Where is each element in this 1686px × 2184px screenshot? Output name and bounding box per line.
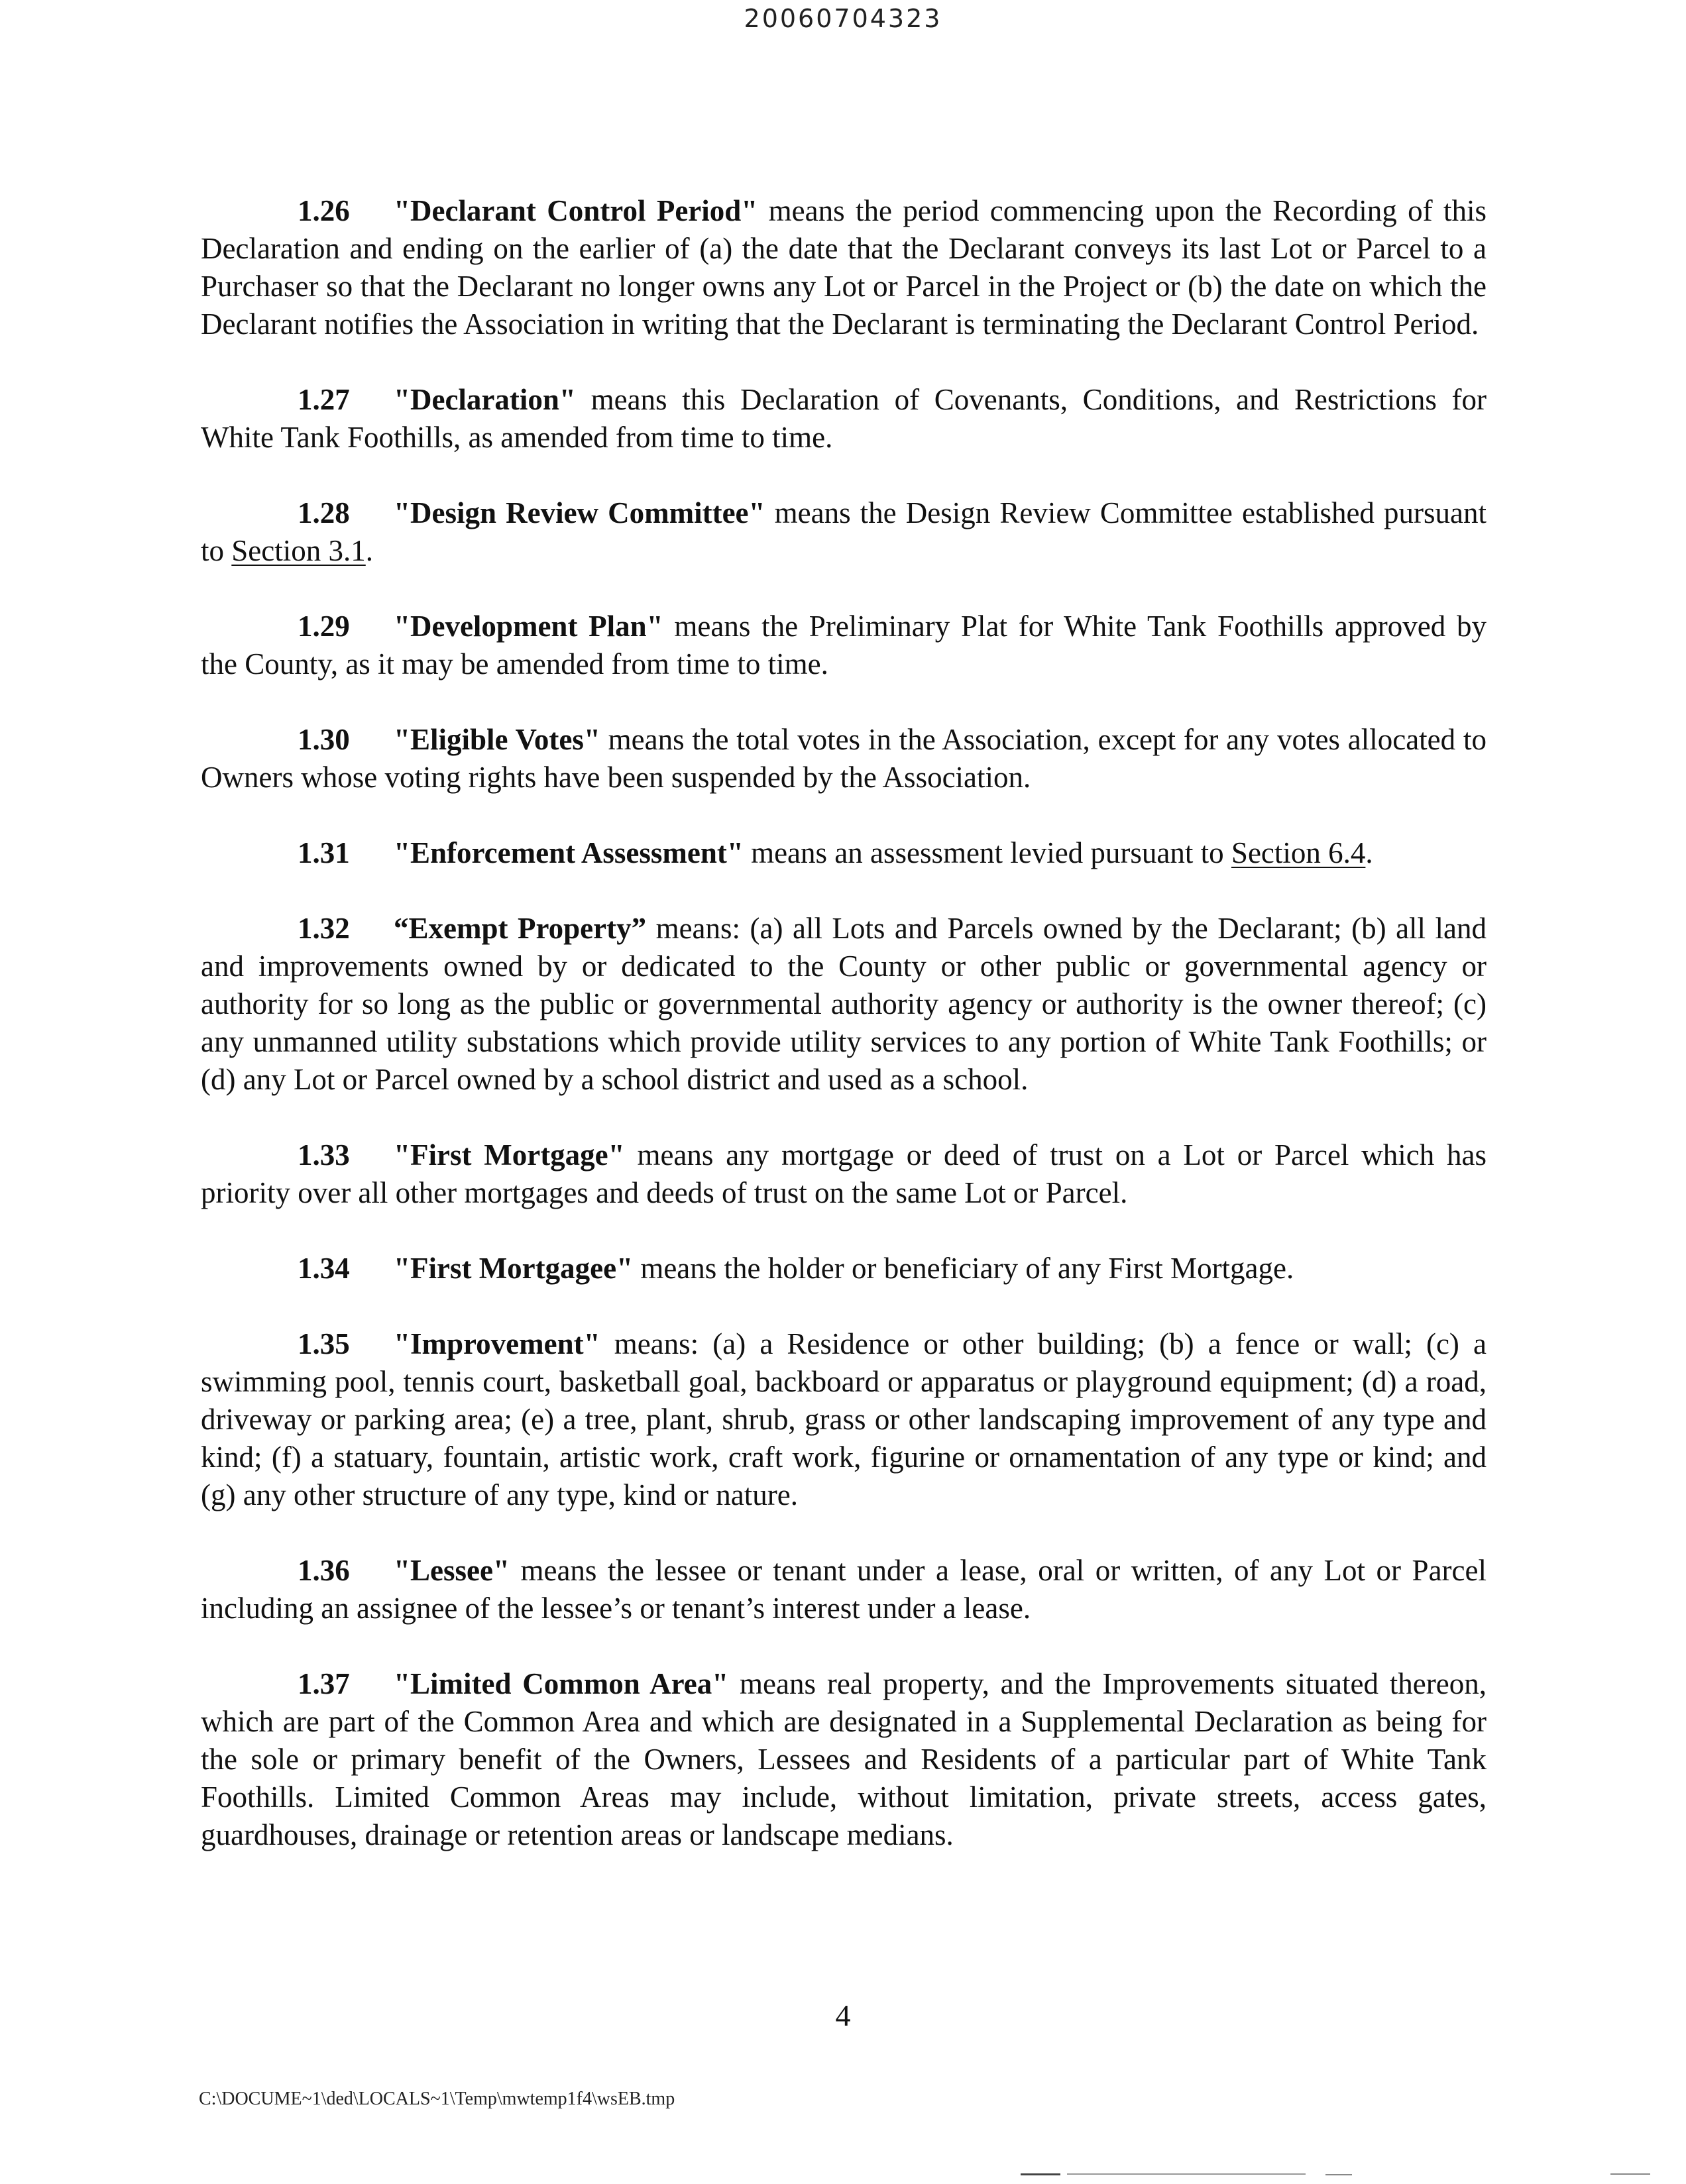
definition-text: means any mortgage or deed of trust on a Lot or Parcel which has priority over all other mortgages and deeds of trust on the same Lot or Parcel. bbox=[201, 1138, 1487, 1209]
scan-mark bbox=[1325, 2174, 1352, 2175]
footer-file-path: C:\DOCUME~1\ded\LOCALS~1\Temp\mwtemp1f4\wsEB.tmp bbox=[199, 2089, 675, 2109]
defined-term: "Limited Common Area" bbox=[394, 1667, 729, 1700]
section-number: 1.26 bbox=[298, 194, 350, 227]
scan-mark bbox=[1610, 2173, 1650, 2175]
section-number: 1.29 bbox=[298, 610, 350, 643]
definition-text: means an assessment levied pursuant to bbox=[743, 836, 1231, 869]
section-reference: Section 3.1 bbox=[231, 534, 366, 567]
section-number: 1.31 bbox=[298, 836, 350, 869]
defined-term: “Exempt Property” bbox=[394, 912, 647, 945]
recording-number: 20060704323 bbox=[744, 4, 942, 33]
defined-term: "Enforcement Assessment" bbox=[394, 836, 744, 869]
section-number: 1.28 bbox=[298, 496, 350, 529]
defined-term: "First Mortgage" bbox=[394, 1138, 625, 1172]
definition-text: means this Declaration of Covenants, Conditions, and Restrictions for White Tank Foothills, as amended from time to time. bbox=[201, 383, 1487, 454]
definition-text: means the period commencing upon the Recording of this Declaration and ending on the earlier of (a) the date that the Declarant conveys its last Lot or Parcel to a Purchaser so that the Declarant no longer owns any Lot or Parcel in the Project or (b) the date on which the Declarant notifies the Association in writing that the Declarant is terminating the Declarant Control Period. bbox=[201, 194, 1487, 341]
defined-term: "Eligible Votes" bbox=[394, 723, 600, 756]
definition-text: means the Preliminary Plat for White Tank Foothills approved by the County, as it may be amended from time to time. bbox=[201, 610, 1487, 681]
definition-text: means real property, and the Improvements situated thereon, which are part of the Common Area and which are designated in a Supplemental Declaration as being for the sole or primary benefit of the Owners, Lessees and Residents of a particular part of White Tank Foothills. Limited Common Areas may include, without limitation, private streets, access gates, guardhouses, drainage or retention areas or landscape medians. bbox=[201, 1667, 1487, 1851]
definition-text-end: . bbox=[1365, 836, 1373, 869]
defined-term: "Development Plan" bbox=[394, 610, 663, 643]
defined-term: "Improvement" bbox=[394, 1327, 600, 1360]
defined-term: "Design Review Committee" bbox=[394, 496, 765, 529]
section-number: 1.30 bbox=[298, 723, 350, 756]
defined-term: "Lessee" bbox=[394, 1554, 510, 1587]
definition-text: means the total votes in the Association, except for any votes allocated to Owners whose voting rights have been suspended by the Association. bbox=[201, 723, 1487, 794]
definition-text: means the holder or beneficiary of any First Mortgage. bbox=[633, 1252, 1294, 1285]
page-number: 4 bbox=[835, 1998, 851, 2032]
section-number: 1.32 bbox=[298, 912, 350, 945]
section-number: 1.33 bbox=[298, 1138, 350, 1172]
scan-mark bbox=[1021, 2173, 1060, 2175]
definition-text: means the lessee or tenant under a lease, oral or written, of any Lot or Parcel including an assignee of the lessee’s or tenant’s interest under a lease. bbox=[201, 1554, 1487, 1625]
definition-text: means: (a) all Lots and Parcels owned by the Declarant; (b) all land and improvements owned by or dedicated to the County or other public or governmental agency or authority for so long as the public or governmental authority agency or authority is the owner thereof; (c) any unmanned utility substations which provide utility services to any portion of White Tank Foothills; or (d) any Lot or Parcel owned by a school district and used as a school. bbox=[201, 912, 1487, 1096]
section-number: 1.35 bbox=[298, 1327, 350, 1360]
defined-term: "Declaration" bbox=[394, 383, 576, 416]
defined-term: "First Mortgagee" bbox=[394, 1252, 634, 1285]
section-number: 1.27 bbox=[298, 383, 350, 416]
definition-text: means the Design Review Committee established pursuant to bbox=[201, 496, 1487, 567]
scan-mark bbox=[1067, 2173, 1306, 2175]
defined-term: "Declarant Control Period" bbox=[394, 194, 758, 227]
section-number: 1.37 bbox=[298, 1667, 350, 1700]
section-number: 1.36 bbox=[298, 1554, 350, 1587]
section-reference: Section 6.4 bbox=[1231, 836, 1366, 869]
definition-text-end: . bbox=[365, 534, 373, 567]
definition-text: means: (a) a Residence or other building; (b) a fence or wall; (c) a swimming pool, tennis court, basketball goal, backboard or apparatus or playground equipment; (d) a road, driveway or parking area; (e) a tree, plant, shrub, grass or other landscaping improvement of any type and kind; (f) a statuary, fountain, artistic work, craft work, figurine or ornamentation of any type or kind; and (g) any other structure of any type, kind or nature. bbox=[201, 1327, 1487, 1511]
section-number: 1.34 bbox=[298, 1252, 350, 1285]
